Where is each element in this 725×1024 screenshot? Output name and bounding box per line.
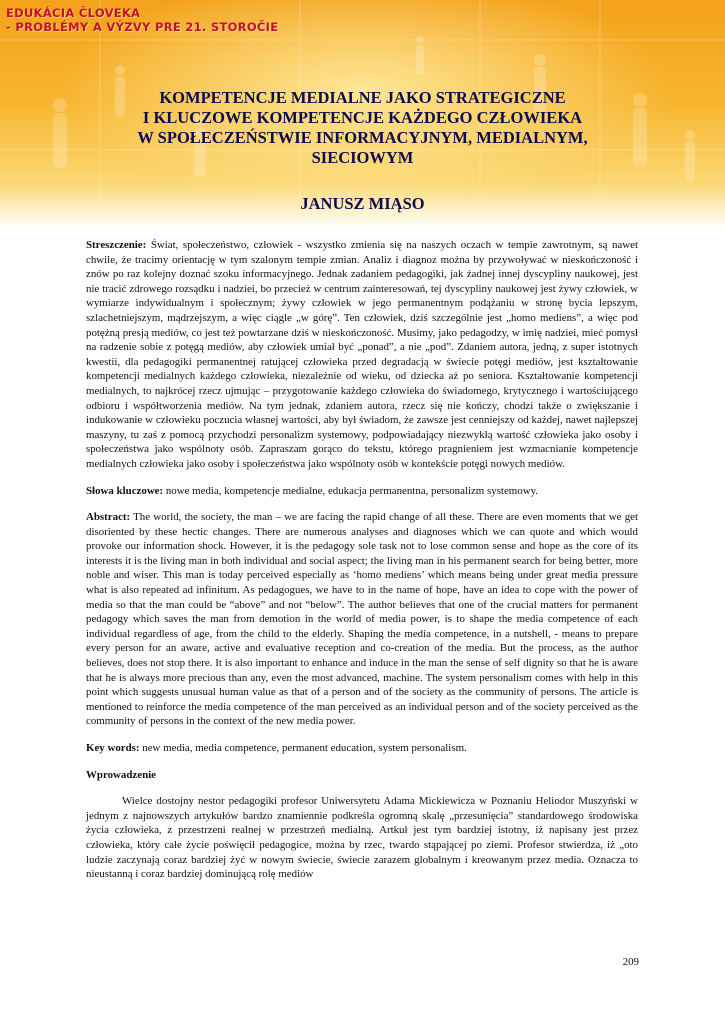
series-title-line1: EDUKÁCIA ČLOVEKA	[6, 6, 141, 20]
streszczenie-paragraph	[86, 238, 638, 472]
keywords-paragraph	[86, 741, 638, 756]
abstract-label: Abstract:	[86, 511, 131, 524]
page-number: 209	[622, 956, 639, 968]
abstract-paragraph	[86, 510, 638, 729]
intro-heading: Wprowadzenie	[86, 768, 156, 781]
keywords-label: Key words:	[86, 742, 140, 754]
article-title	[60, 88, 665, 168]
streszczenie-text: Świat, społeczeństwo, człowiek - wszystko zmienia się na naszych oczach w tempie zawrotnym, są nawet chwile, że tracimy orientację w tym szalonym tempie zmian. Analiz i diagnoz można by przywoływać w nieskończoność i znów po raz kolejny doznać szoku informacyjnego. Jednak zadaniem pedagogiki, jak żadnej innej dyscypliny naukowej, jest nie tracić zdrowego rozsądku i nadziei, bo przecież w centrum zainteresowań, tej dyscypliny naukowej jest żywy człowiek, w wymiarze indywidualnym i społecznym; żywy człowiek w jego permanentnym podążaniu w stronę bycia lepszym, szlachetniejszym, mądrzejszym, a więc ciągle „w górę”. Ten człowiek, dziś szczególnie jest „homo mediens”, a więc pod potężną presją mediów, co jest też powtarzane dziś w nieskończoność. Musimy, jako pedagodzy, w imię nadziei, mieć pomysł na radzenie sobie z potęgą mediów, aby człowiek umiał być „ponad”, a nie „pod”. Zdaniem autora, jedną, z super istotnych kwestii, dla pedagogiki permanentnej ratującej człowieka przed degradacją w świecie potęgi mediów, jest kształtowanie kompetencji medialnych każdego człowieka, niezależnie od wieku, od dziecka aż po seniora. Kształtowanie kompetencji medialnych, to najkrócej rzecz ujmując – przygotowanie każdego człowieka do świadomego, krytycznego i wartościującego odbioru i współtworzenia mediów. Na tym jednak, zdaniem autora, rzecz się nie kończy, chodzi także o zwiększanie i indukowanie w człowieku poczucia własnej wartości, aby był świadom, że zawsze jest cenniejszy od każdej, nawet najlepszej maszyny, tu zaś z pomocą przychodzi personalizm systemowy, podpowiadający niezwykłą wartość człowieka jako osoby i społeczeństwa jako wspólnoty osób. Zapraszam gorąco do tekstu, którego pragnieniem jest wzmacnianie kompetencje medialnych człowieka jako osoby i społeczeństwa jako wspólnoty osób w kontekście potęgi nowych mediów.	[86, 239, 638, 470]
streszczenie-label: Streszczenie:	[86, 239, 147, 251]
series-title-line2: - PROBLÉMY A VÝZVY PRE 21. STOROČIE	[6, 20, 279, 34]
keywords-text: new media, media competence, permanent education, system personalism.	[139, 742, 467, 754]
article-title-line: W SPOŁECZEŃSTWIE INFORMACYJNYM, MEDIALNYM,	[137, 128, 588, 147]
slowa-kluczowe-label: Słowa kluczowe:	[86, 484, 164, 497]
series-title	[6, 6, 278, 34]
abstract-text: The world, the society, the man – we are facing the rapid change of all these. There are even moments that we get disoriented by these hectic changes. There are numerous analyses and diagnoses which we can quote and which would provoke our information shock. However, it is the pedagogy sole task not to lose common sense and hope as the core of its interests it is the living man in both individual and social aspect; the living man in his permanent search for being better, more noble and wiser. This man is today perceived especially as ‘homo mediens’ which means being under great media pressure what is also repeated ad infinitum. As pedagogues, we have to in the name of hope, have an idea to cope with the power of media so that the man could be “above” and not “below”. The author believes that one of the crucial matters for permanent pedagogy which saves the man from demotion in the world of media power, is to shape the media competence of each individual regardless of age, from the child to the elderly. Shaping the media competence, in a nutshell, - means to prepare every person for an aware, active and evaluative reception and co-creation of the media. But the process, as the author believes, does not stop there. It is also important to enhance and induce in the man the sense of self dignity so that he is aware that he is always more precious than any, even the most advanced, machine. The system personalism comes with help in this point which suggests unusual human value as that of a person and of the society as the community of persons. The article is mentioned to reinforce the media competence of the man perceived as an individual person and of the society perceived as the community of persons in the context of the new media power.	[86, 511, 638, 728]
slowa-kluczowe-paragraph	[86, 484, 638, 499]
article-title-line: SIECIOWYM	[311, 148, 414, 167]
header-banner	[0, 0, 725, 228]
intro-paragraph: Wielce dostojny nestor pedagogiki profesor Uniwersytetu Adama Mickiewicza w Poznaniu Heliodor Muszyński w jednym z najnowszych artykułów bardzo znamiennie podkreśla ogromną skalę „przesunięcia” standardowego środowiska życia człowieka, z przestrzeni realnej w przestrzeń medialną. Artkuł jest tym bardziej istotny, iż napisany jest przez człowieka, który całe życie poświęcił pedagogice, można by rzec, twardo stąpającej po ziemi. Profesor stwierdza, iż „oto ludzie zaczynają coraz bardziej żyć w nowym świecie, świecie zarazem globalnym i kreowanym przez media. Oznacza to nieustanną i coraz bardziej dominującą rolę mediów	[86, 795, 638, 881]
author-name: JANUSZ MIĄSO	[300, 194, 425, 213]
article-body	[86, 238, 638, 894]
article-title-line: I KLUCZOWE KOMPETENCJE KAŻDEGO CZŁOWIEKA	[142, 108, 583, 127]
slowa-kluczowe-text: nowe media, kompetencje medialne, edukacja permanentna, personalizm systemowy.	[163, 484, 539, 497]
article-title-line: KOMPETENCJE MEDIALNE JAKO STRATEGICZNE	[159, 88, 566, 107]
